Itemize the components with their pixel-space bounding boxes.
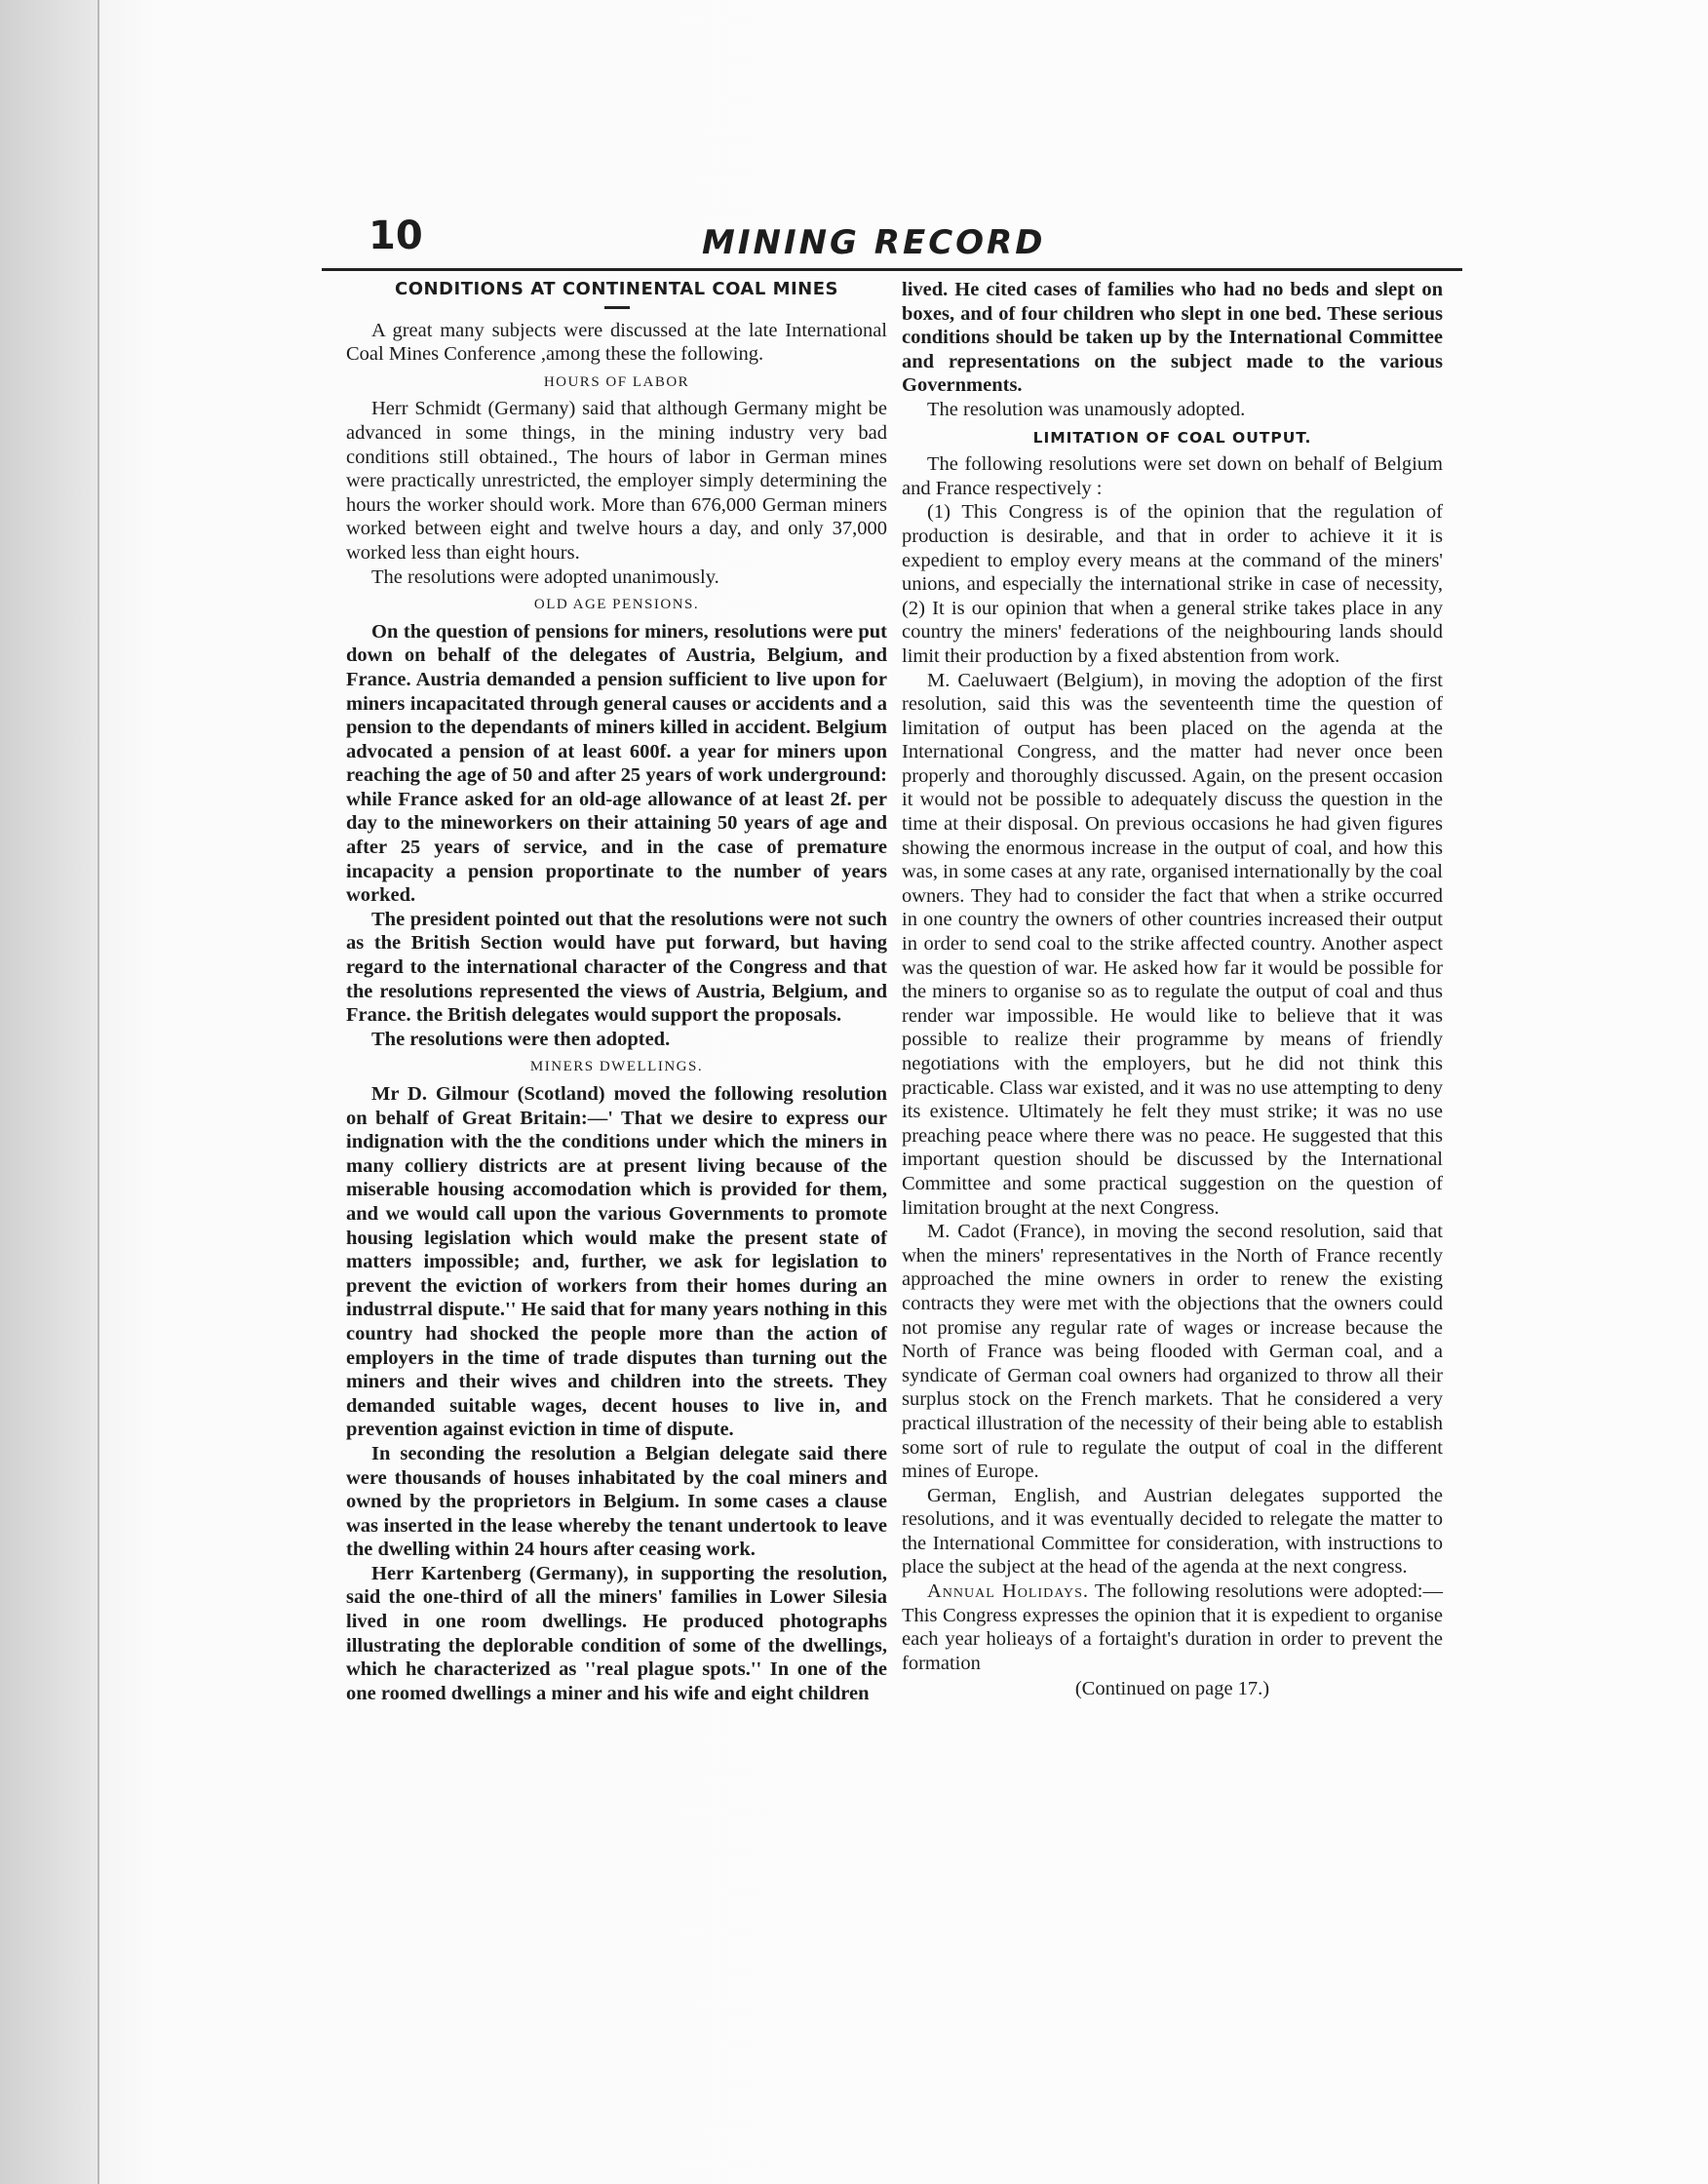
- pensions-paragraph-2: The president pointed out that the resolutions were not such as the British Section would have put forward, but having regard to the international character of the Congress and that the resolutions represented the views of Austria, Belgium, and France. the British delegates would support the proposals.: [346, 908, 887, 1027]
- continued-note: (Continued on page 17.): [1074, 1678, 1270, 1700]
- article-title: CONDITIONS AT CONTINENTAL COAL MINES: [394, 279, 839, 299]
- hours-paragraph-2: The resolutions were adopted unanimously.: [371, 566, 719, 588]
- intro-paragraph: A great many subjects were discussed at the late International Coal Mines Conference ,among these the following.: [346, 319, 887, 366]
- section-heading-pensions: OLD AGE PENSIONS.: [533, 597, 700, 613]
- hours-paragraph-1: Herr Schmidt (Germany) said that although Germany might be advanced in some things, in the mining industry very bad conditions still obtained., The hours of labor in German mines were practically unrestricted, the employer simply determining the hours the worker should work. More than 676,000 German miners worked between eight and twelve hours a day, and only 37,000 worked less than eight hours.: [346, 398, 887, 564]
- holidays-text: The following resolutions were adopted:—This Congress expresses the opinion that it is expedient to organise each year holieays of a fortaight's duration in order to prevent the formation: [902, 1580, 1443, 1674]
- page-edge-shadow: [0, 0, 99, 2184]
- page-header: [322, 210, 1462, 271]
- pensions-paragraph-3: The resolutions were then adopted.: [371, 1028, 671, 1050]
- pensions-paragraph-1: On the question of pensions for miners, resolutions were put down on behalf of the delegates of Austria, Belgium, and France. Austria demanded a pension sufficient to live upon for miners incapacitated through general causes or accidents and a pension to the dependants of miners killed in accident. Belgium advocated a pension of at least 600f. a year for miners upon reaching the age of 50 and after 25 years of work underground: while France asked for an old-age allowance of at least 2f. per day to the mineworkers on their attaining 50 years of age and after 25 years of service, and in the case of premature incapacity a pension proportinate to the number of years worked.: [346, 620, 887, 907]
- section-heading-dwellings: MINERS DWELLINGS.: [529, 1059, 704, 1075]
- dwellings-paragraph-4: lived. He cited cases of families who had no beds and slept on boxes, and of four children who slept in one bed. These serious conditions should be taken up by the International Committee and representations on the subject made to the various Governments.: [902, 279, 1443, 397]
- right-column: [902, 278, 1443, 1701]
- dwellings-paragraph-5: The resolution was unamously adopted.: [927, 398, 1246, 420]
- limitation-paragraph-5: German, English, and Austrian delegates supported the resolutions, and it was eventually decided to relegate the matter to the International Committee for consideration, with instructions to place the subject at the head of the agenda at the next congress.: [902, 1484, 1443, 1579]
- limitation-paragraph-3: M. Caeluwaert (Belgium), in moving the adoption of the first resolution, said this was the seventeenth time the question of limitation of output has been placed on the agenda at the International Congress, and the matter had never once been properly and thoroughly discussed. Again, on the present occasion it would not be possible to adequately discuss the question in the time at their disposal. On previous occasions he had given figures showing the enormous increase in the output of coal, and how this was, in some cases at any rate, organised internationally by the coal owners. They had to consider the fact that when a strike occurred in one country the owners of other countries increased their output in order to send coal to the strike affected country. Another aspect was the question of war. He asked how far it would be possible for the miners to organise so as to regulate the output of coal and thus render war impossible. He would like to believe that it was possible to realize their programme by means of friendly negotiations with the employers, but he did not think this practicable. Class war existed, and it was no use attempting to deny its existence. Ultimately he felt they must strike; it was no use preaching peace where there was no peace. He suggested that this important question should be discussed by the International Committee and some practical suggestion on the question of limitation brought at the next Congress.: [902, 669, 1443, 1219]
- dwellings-paragraph-1: Mr D. Gilmour (Scotland) moved the following resolution on behalf of Great Britain:—' That we desire to express our indignation with the the conditions under which the miners in many colliery districts are at present living because of the miserable housing accomodation which is provided for them, and we would call upon the various Governments to promote housing legislation which would make the present state of matters impossible; and, further, we ask for legislation to prevent the eviction of workers from their homes during an industrral dispute.'' He said that for many years nothing in this country had shocked the people more than the action of employers in the time of trade disputes than turning out the miners and their wives and children into the streets. They demanded suitable wages, decent houses to live in, and prevention against eviction in time of dispute.: [346, 1083, 887, 1441]
- dwellings-paragraph-2: In seconding the resolution a Belgian delegate said there were thousands of houses inhabitated by the coal miners and owned by the proprietors in Belgium. In some cases a clause was inserted in the lease whereby the tenant undertook to leave the dwelling within 24 hours after ceasing work.: [346, 1442, 887, 1561]
- page-number: 10: [369, 214, 423, 258]
- limitation-paragraph-2: (1) This Congress is of the opinion that the regulation of production is desirable, and that in order to achieve it it is expedient to employ every means at the command of the miners' unions, and especially the international strike in case of necessity, (2) It is our opinion that when a general strike takes place in any country the miners' federations of the neighbouring lands should limit their production by a fixed abstention from work.: [902, 501, 1443, 667]
- left-column: [346, 278, 887, 1705]
- dwellings-paragraph-3: Herr Kartenberg (Germany), in supporting the resolution, said the one-third of all the miners' families in Lower Silesia lived in one room dwellings. He produced photographs illustrating the deplorable condition of some of the dwellings, which he characterized as ''real plague spots.'' In one of the one roomed dwellings a miner and his wife and eight children: [346, 1562, 887, 1704]
- magazine-page: [322, 210, 1472, 2043]
- holidays-paragraph: [902, 1580, 1443, 1675]
- holidays-lead: Annual Holidays.: [927, 1580, 1090, 1603]
- limitation-paragraph-1: The following resolutions were set down on behalf of Belgium and France respectively :: [902, 453, 1443, 499]
- bold-section-dwellings: [346, 1082, 887, 1705]
- bold-section-pensions: [346, 620, 887, 1052]
- limitation-paragraph-4: M. Cadot (France), in moving the second resolution, said that when the miners' representatives in the North of France recently approached the mine owners in order to renew the existing contracts they were met with the objections that the owners could not promise any regular rate of wages or increase because the North of France was being flooded with German coal, and a syndicate of German coal owners had organized to throw all their surplus stock on the French markets. That he considered a very practical illustration of the necessity of their being able to establish some sort of rule to regulate the output of coal in the different mines of Europe.: [902, 1221, 1443, 1483]
- title-rule: [604, 306, 630, 309]
- bold-section-dwellings-continued: [902, 278, 1443, 398]
- journal-title: MINING RECORD: [702, 223, 1046, 262]
- section-heading-hours: HOURS OF LABOR: [543, 373, 690, 390]
- section-heading-limitation: LIMITATION OF COAL OUTPUT.: [1032, 428, 1312, 447]
